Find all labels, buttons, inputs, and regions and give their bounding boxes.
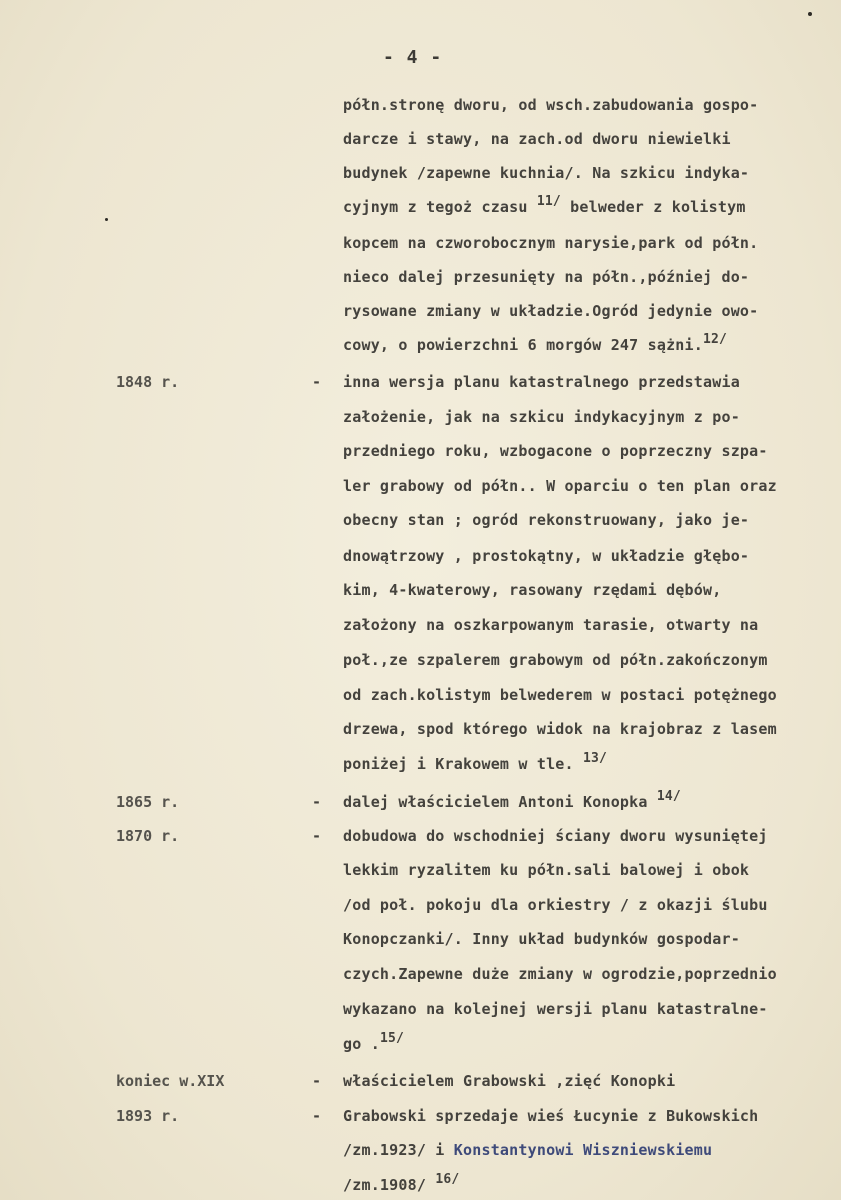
text-line: [343, 1072, 675, 1090]
line-text: nieco dalej przesunięty na półn.,później do-: [343, 268, 750, 286]
footnote-ref: 16/: [435, 1172, 460, 1187]
entry-dash: -: [312, 793, 322, 811]
line-text: od zach.kolistym belwederem w postaci potężnego: [343, 686, 777, 704]
line-text: Grabowski sprzedaje wieś Łucynie z Bukowskich: [343, 1107, 759, 1125]
text-line: [343, 234, 758, 252]
text-line: [343, 1141, 712, 1159]
line-text: dalej właścicielem Antoni Konopka: [343, 793, 657, 811]
line-text: kopcem na czworobocznym narysie,park od półn.: [343, 234, 759, 252]
line-text: ler grabowy od półn.. W oparciu o ten plan oraz: [343, 477, 777, 495]
text-line: [343, 789, 681, 811]
footnote-ref: 11/: [536, 194, 561, 209]
entry-date: 1848 r.: [116, 373, 180, 391]
text-line: [343, 1000, 768, 1018]
line-text: go .: [343, 1035, 380, 1053]
line-text: czych.Zapewne duże zmiany w ogrodzie,poprzednio: [343, 965, 777, 983]
line-text: założony na oszkarpowanym tarasie, otwarty na: [343, 616, 759, 634]
line-text: poł.,ze szpalerem grabowym od półn.zakończonym: [343, 651, 768, 669]
line-text: budynek /zapewne kuchnia/. Na szkicu indyka-: [343, 164, 750, 182]
text-line: [343, 720, 777, 738]
entry-dash: -: [312, 373, 322, 391]
line-text: drzewa, spod którego widok na krajobraz z lasem: [343, 720, 777, 738]
text-line: [343, 373, 740, 391]
footnote-ref: 12/: [703, 332, 728, 347]
line-text: obecny stan ; ogród rekonstruowany, jako je-: [343, 511, 750, 529]
line-text: /od poł. pokoju dla orkiestry / z okazji ślubu: [343, 896, 768, 914]
line-text: /zm.1908/: [343, 1176, 436, 1194]
text-line: [343, 1107, 758, 1125]
entry-dash: -: [312, 1072, 322, 1090]
footnote-ref: 15/: [379, 1031, 405, 1046]
line-text: belweder z kolistym: [560, 198, 746, 216]
text-line: [343, 930, 740, 948]
ink-speck: [105, 218, 108, 221]
text-line: [343, 547, 749, 565]
line-text: dnowątrzowy , prostokątny, w układzie głębo-: [343, 547, 750, 565]
line-text: inna wersja planu katastralnego przedstawia: [343, 373, 740, 391]
line-text: założenie, jak na szkicu indykacyjnym z po-: [343, 408, 740, 426]
entry-date: 1865 r.: [116, 793, 180, 811]
text-line: [343, 194, 746, 216]
line-text: kim, 4-kwaterowy, rasowany rzędami dębów,: [343, 581, 722, 599]
text-line: [343, 96, 758, 114]
line-text: cowy, o powierzchni 6 morgów 247 sążni.: [343, 336, 703, 354]
text-line: [343, 965, 777, 983]
text-line: [343, 130, 731, 148]
text-line: [343, 332, 728, 354]
text-line: [343, 164, 749, 182]
text-line: [343, 511, 749, 529]
entry-dash: -: [312, 827, 322, 845]
line-text: wykazano na kolejnej wersji planu katastralne-: [343, 1000, 768, 1018]
line-text: lekkim ryzalitem ku półn.sali balowej i obok: [343, 861, 750, 879]
entry-date: koniec w.XIX: [116, 1072, 225, 1090]
text-line: [343, 686, 777, 704]
footnote-ref: 14/: [656, 789, 681, 804]
line-text: poniżej i Krakowem w tle.: [343, 755, 583, 773]
text-line: [343, 302, 758, 320]
text-line: [343, 861, 749, 879]
line-text: półn.stronę dworu, od wsch.zabudowania gospo-: [343, 96, 759, 114]
text-line: [343, 1031, 405, 1053]
line-text: Konopczanki/. Inny układ budynków gospodar-: [343, 930, 740, 948]
text-line: [343, 616, 758, 634]
text-line: [343, 1172, 460, 1194]
entry-date: 1893 r.: [116, 1107, 180, 1125]
text-line: [343, 581, 721, 599]
line-text: właścicielem Grabowski ,zięć Konopki: [343, 1072, 676, 1090]
text-line: [343, 651, 768, 669]
text-line: [343, 442, 768, 460]
text-line: [343, 827, 768, 845]
line-text: darcze i stawy, na zach.od dworu niewielki: [343, 130, 731, 148]
text-line: [343, 751, 608, 773]
line-text: rysowane zmiany w układzie.Ogród jedynie owo-: [343, 302, 759, 320]
line-text-blue: Konstantynowi Wiszniewskiemu: [453, 1141, 713, 1159]
ink-speck: [808, 12, 812, 16]
line-text: przedniego roku, wzbogacone o poprzeczny szpa-: [343, 442, 768, 460]
entry-dash: -: [312, 1107, 322, 1125]
line-text: dobudowa do wschodniej ściany dworu wysuniętej: [343, 827, 768, 845]
line-text: cyjnym z tegoż czasu: [343, 198, 537, 216]
text-line: [343, 477, 777, 495]
text-line: [343, 408, 740, 426]
text-line: [343, 268, 749, 286]
page-number: - 4 -: [383, 47, 443, 68]
footnote-ref: 13/: [583, 751, 608, 766]
line-text: /zm.1923/ i: [343, 1141, 454, 1159]
text-line: [343, 896, 768, 914]
entry-date: 1870 r.: [116, 827, 180, 845]
